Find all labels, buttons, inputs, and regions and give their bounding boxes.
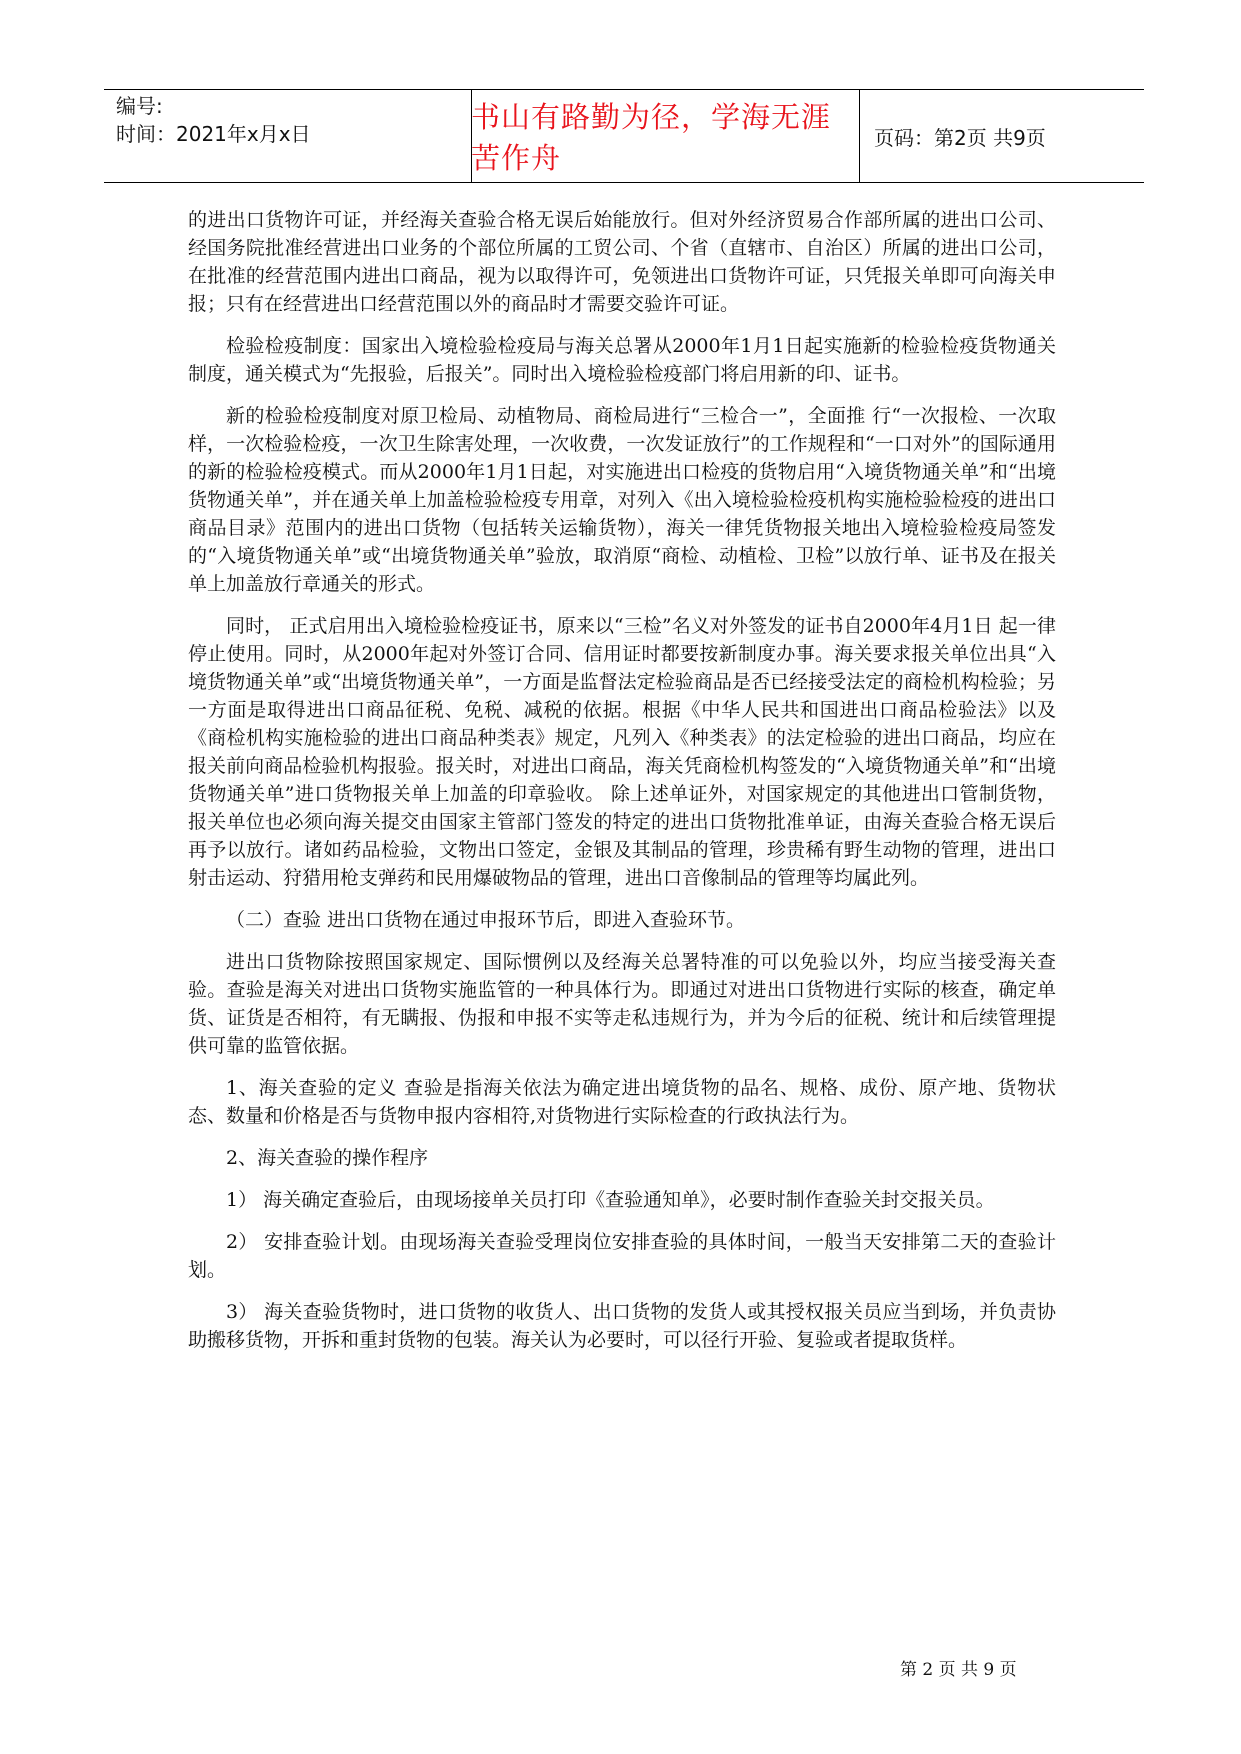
list-item: 3） 海关查验货物时，进口货物的收货人、出口货物的发货人或其授权报关员应当到场，并负责协助搬移货物，开拆和重封货物的包装。海关认为必要时，可以径行开验、复验或者提取货样。 <box>188 1301 1056 1351</box>
page-header <box>104 89 1144 183</box>
paragraph: 新的检验检疫制度对原卫检局、动植物局、商检局进行“三检合一”，全面推 行“一次报检、一次取样，一次检验检疫，一次卫生除害处理，一次收费，一次发证放行”的工作规程和“一口对外”的国际通用的新的检验检疫模式。而从2000年1月1日起，对实施进出口检疫的货物启用“入境货物通关单”和“出境货物通关单”，并在通关单上加盖检验检疫专用章，对列入《出入境检验检疫机构实施检验检疫的进出口商品目录》范围内的进出口货物（包括转关运输货物），海关一律凭货物报关地出入境检验检疫局签发的“入境货物通关单”或“出境货物通关单”验放，取消原“商检、动植检、卫检”以放行单、证书及在报关单上加盖放行章通关的形式。 <box>188 405 1056 595</box>
paragraph: 进出口货物除按照国家规定、国际惯例以及经海关总署特准的可以免验以外，均应当接受海关查验。查验是海关对进出口货物实施监管的一种具体行为。即通过对进出口货物进行实际的核查，确定单货、证货是否相符，有无瞒报、伪报和申报不实等走私违规行为，并为今后的征税、统计和后续管理提供可靠的监管依据。 <box>188 951 1056 1057</box>
list-item: 2） 安排查验计划。由现场海关查验受理岗位安排查验的具体时间，一般当天安排第二天的查验计划。 <box>188 1231 1056 1281</box>
header-divider <box>859 90 860 182</box>
subheading: 2、海关查验的操作程序 <box>226 1147 429 1169</box>
paragraph: 1、海关查验的定义 查验是指海关依法为确定进出境货物的品名、规格、成份、原产地、货物状态、数量和价格是否与货物申报内容相符,对货物进行实际检查的行政执法行为。 <box>188 1077 1056 1127</box>
page-footer: 第 2 页 共 9 页 <box>900 1660 1017 1680</box>
paragraph: 的进出口货物许可证，并经海关查验合格无误后始能放行。但对外经济贸易合作部所属的进出口公司、经国务院批准经营进出口业务的个部位所属的工贸公司、个省（直辖市、自治区）所属的进出口公司，在批准的经营范围内进出口商品，视为以取得许可，免领进出口货物许可证，只凭报关单即可向海关申报；只有在经营进出口经营范围以外的商品时才需要交验许可证。 <box>188 209 1056 315</box>
document-body <box>188 206 1056 1368</box>
header-motto: 书山有路勤为径，学海无涯苦作舟 <box>471 100 832 175</box>
list-item: 1） 海关确定查验后，由现场接单关员打印《查验通知单》，必要时制作查验关封交报关员。 <box>226 1189 995 1211</box>
paragraph: 同时， 正式启用出入境检验检疫证书，原来以“三检”名义对外签发的证书自2000年4月1日 起一律停止使用。同时，从2000年起对外签订合同、信用证时都要按新制度办事。海关要求报关单位出具“入境货物通关单”或“出境货物通关单”，一方面是监督法定检验商品是否已经接受法定的商检机构检验；另一方面是取得进出口商品征税、免税、减税的依据。根据《中华人民共和国进出口商品检验法》以及《商检机构实施检验的进出口商品种类表》规定，凡列入《种类表》的法定检验的进出口商品，均应在报关前向商品检验机构报验。报关时，对进出口商品，海关凭商检机构签发的“入境货物通关单”和“出境货物通关单”进口货物报关单上加盖的印章验收。 除上述单证外，对国家规定的其他进出口管制货物，报关单位也必须向海关提交由国家主管部门签发的特定的进出口货物批准单证，由海关查验合格无误后再予以放行。诸如药品检验，文物出口签定，金银及其制品的管理，珍贵稀有野生动物的管理，进出口射击运动、狩猎用枪支弹药和民用爆破物品的管理，进出口音像制品的管理等均属此列。 <box>188 615 1056 889</box>
section-heading: （二）查验 进出口货物在通过申报环节后，即进入查验环节。 <box>226 909 746 931</box>
paragraph: 检验检疫制度：国家出入境检验检疫局与海关总署从2000年1月1日起实施新的检验检疫货物通关制度，通关模式为“先报验，后报关”。同时出入境检验检疫部门将启用新的印、证书。 <box>188 335 1056 385</box>
header-page-code: 页码：第2页 共9页 <box>874 125 1046 150</box>
serial-label: 编号: <box>116 94 163 118</box>
time-label: 时间：2021年x月x日 <box>116 122 311 146</box>
